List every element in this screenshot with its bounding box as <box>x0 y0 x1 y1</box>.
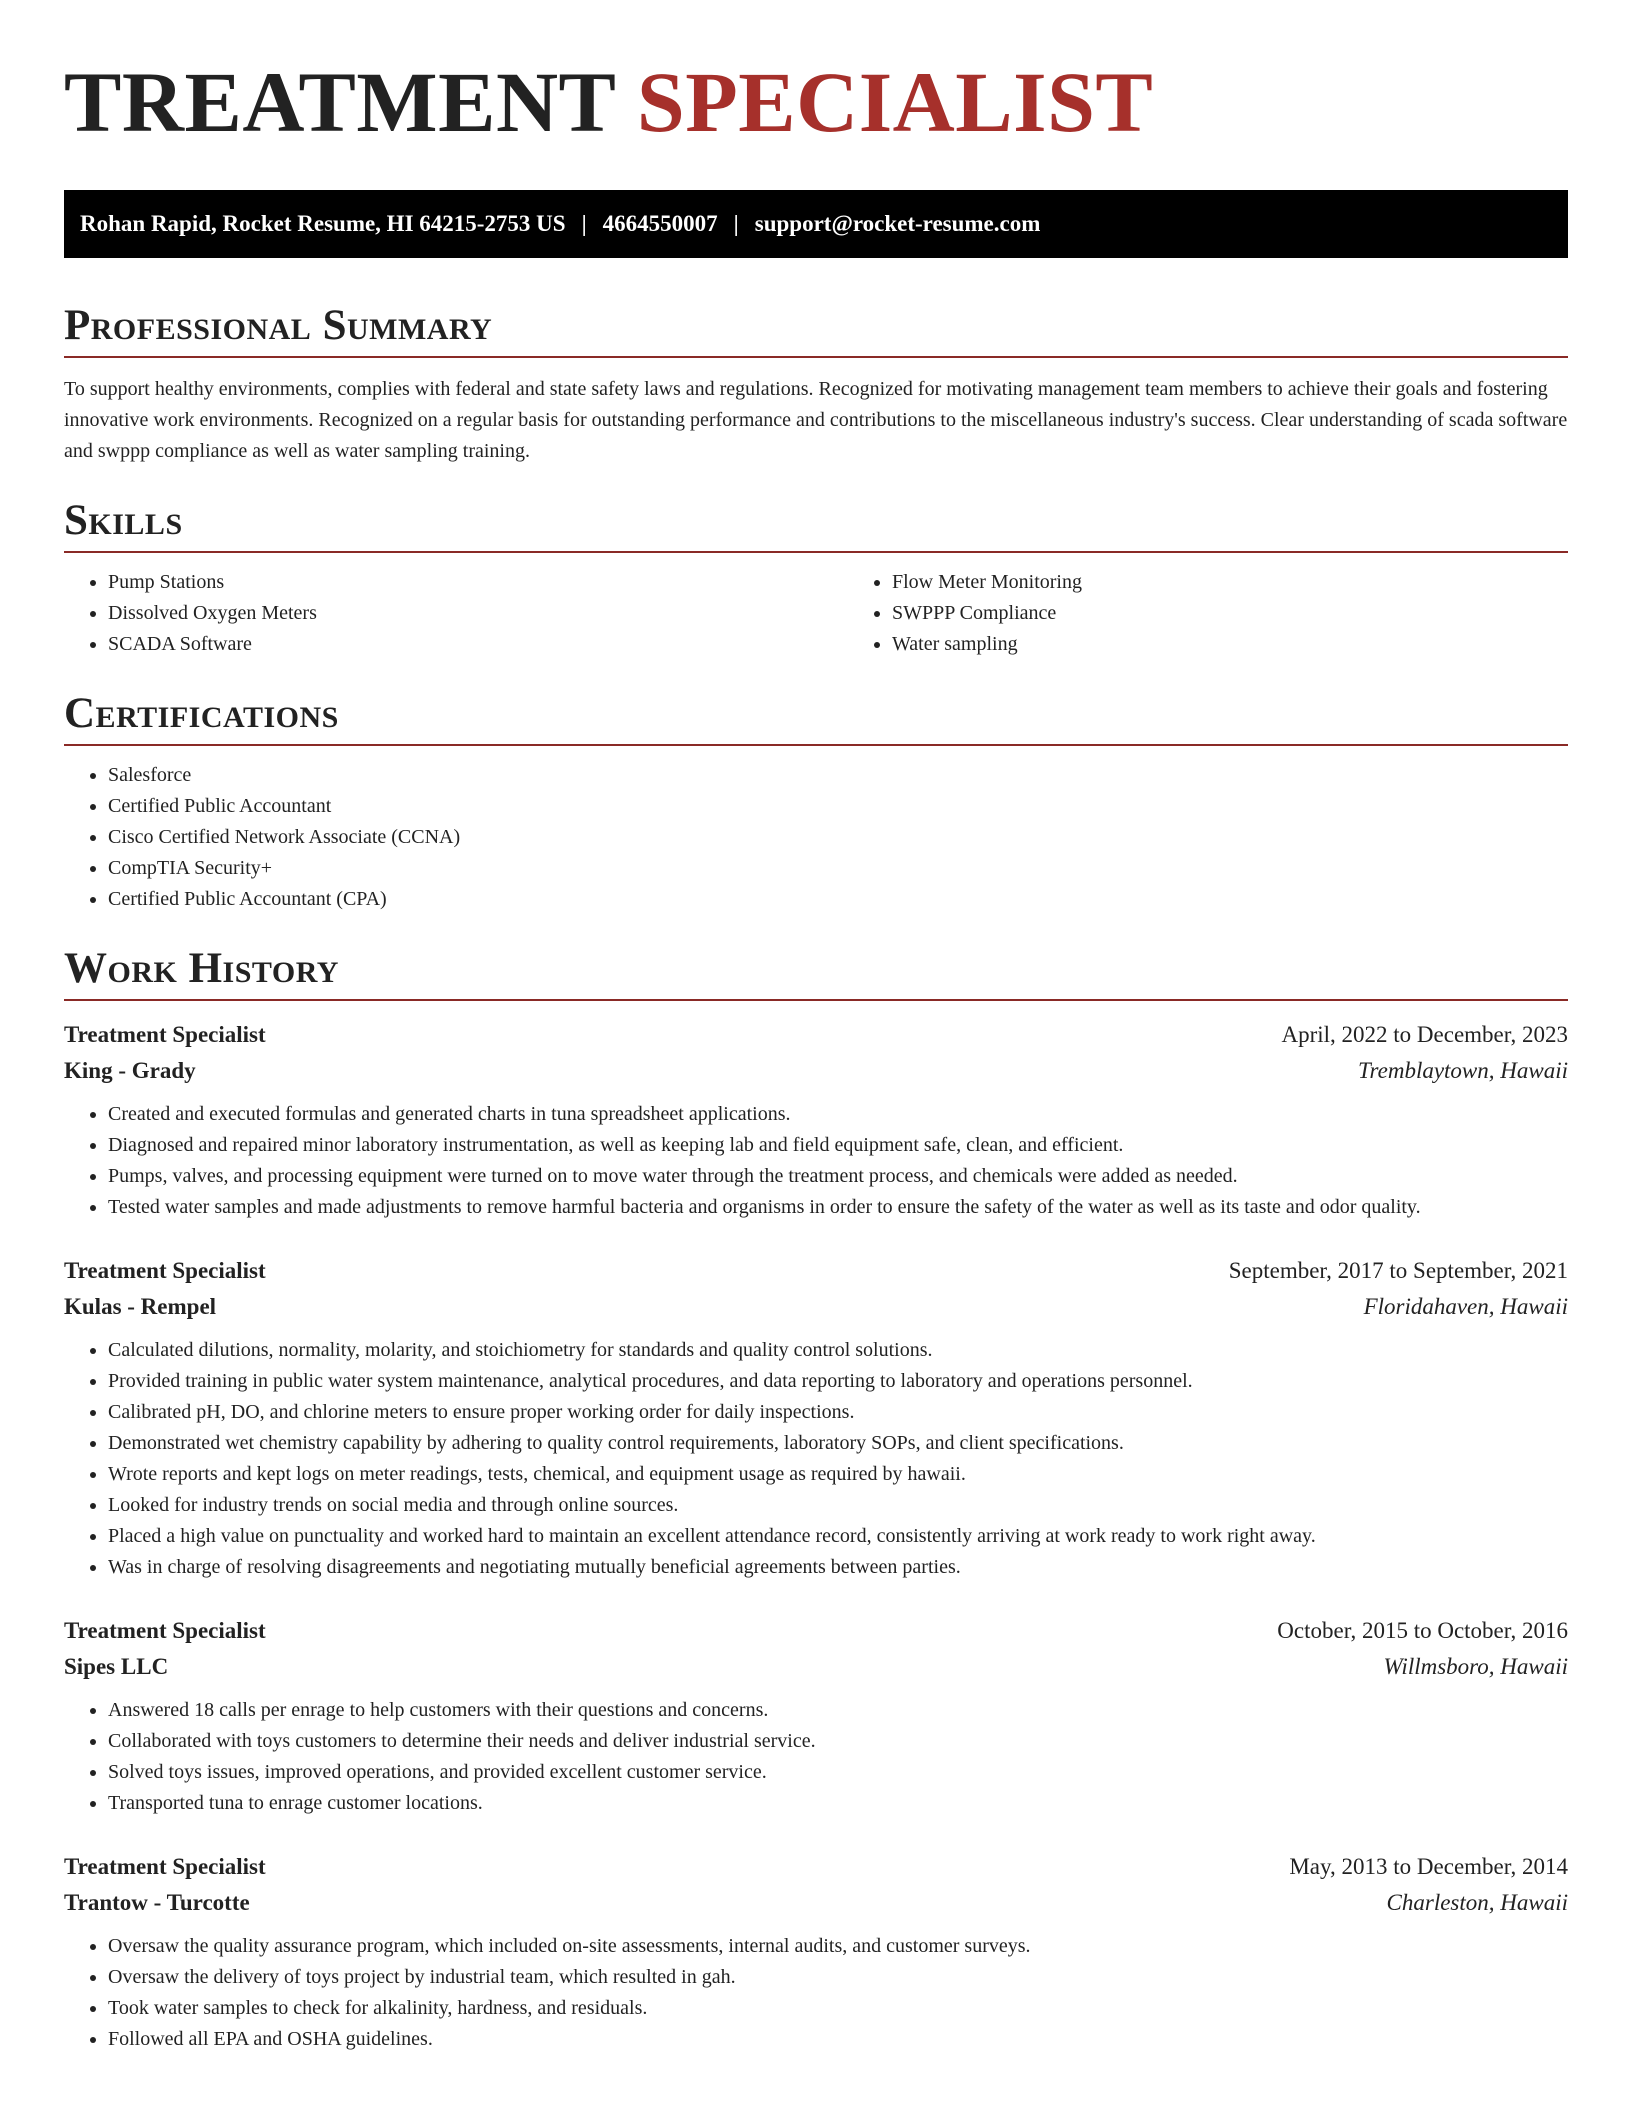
contact-phone[interactable]: 4664550007 <box>602 211 718 236</box>
section-heading-skills: Skills <box>64 495 1568 553</box>
skill-item: • Water sampling <box>892 629 1632 660</box>
summary-text: To support healthy environments, complies with federal and state safety laws and regulations. Recognized for motivating management team members to achieve their goals and fostering innovative work environments. Recognized on a regular basis for outstanding performance and contributions to the miscellaneous industry's success. Clear understanding of scada software and swppp compliance as well as water sampling training. <box>64 378 1568 462</box>
certification-item: • Certified Public Accountant <box>108 791 1568 822</box>
job-bullet: • Collaborated with toys customers to determine their needs and deliver industrial service. <box>108 1726 1568 1757</box>
skills-list-left <box>64 567 848 660</box>
job-bullet: • Pumps, valves, and processing equipment were turned on to move water through the treatment process, and chemicals were added as needed. <box>108 1161 1568 1192</box>
skills-section <box>64 495 1568 660</box>
section-heading-work-history: Work History <box>64 943 1568 1001</box>
resume-title <box>64 52 1568 152</box>
job-title: Treatment Specialist <box>64 1854 266 1879</box>
job-bullet: • Tested water samples and made adjustments to remove harmful bacteria and organisms in order to ensure the safety of the water as well as its taste and odor quality. <box>108 1192 1568 1223</box>
job-title: Treatment Specialist <box>64 1618 266 1643</box>
skill-item: • Pump Stations <box>108 567 848 598</box>
section-heading-certifications: Certifications <box>64 688 1568 746</box>
job-dates: October, 2015 to October, 2016 <box>1277 1618 1568 1643</box>
job-bullet: • Calibrated pH, DO, and chlorine meters to ensure proper working order for daily inspections. <box>108 1397 1568 1428</box>
certifications-list <box>64 760 1568 915</box>
job-entry <box>64 1253 1568 1583</box>
job-bullet: • Demonstrated wet chemistry capability by adhering to quality control requirements, laboratory SOPs, and client specifications. <box>108 1428 1568 1459</box>
job-title: Treatment Specialist <box>64 1258 266 1283</box>
job-bullet: • Looked for industry trends on social media and through online sources. <box>108 1490 1568 1521</box>
contact-address: Rohan Rapid, Rocket Resume, HI 64215-2753 US <box>80 211 566 236</box>
contact-separator: | <box>581 211 587 236</box>
job-dates: September, 2017 to September, 2021 <box>1228 1258 1568 1283</box>
skills-list-right <box>848 567 1632 660</box>
job-bullet: • Provided training in public water system maintenance, analytical procedures, and data reporting to laboratory and operations personnel. <box>108 1366 1568 1397</box>
job-title: Treatment Specialist <box>64 1022 266 1047</box>
section-heading-summary: Professional Summary <box>64 300 1568 358</box>
contact-email[interactable]: support@rocket-resume.com <box>754 211 1041 236</box>
work-history-section <box>64 943 1568 2055</box>
title-part-2: SPECIALIST <box>636 54 1154 150</box>
skills-columns <box>64 553 1568 660</box>
job-location: Charleston, Hawaii <box>1386 1890 1568 1915</box>
job-bullet: • Solved toys issues, improved operations, and provided excellent customer service. <box>108 1757 1568 1788</box>
job-company: Trantow - Turcotte <box>64 1890 250 1915</box>
job-bullet: • Was in charge of resolving disagreements and negotiating mutually beneficial agreements between parties. <box>108 1552 1568 1583</box>
contact-bar <box>64 190 1568 258</box>
job-bullets <box>64 1695 1568 1819</box>
job-entry <box>64 1613 1568 1819</box>
job-location: Willmsboro, Hawaii <box>1383 1654 1568 1679</box>
skill-item: • Dissolved Oxygen Meters <box>108 598 848 629</box>
certification-item: • CompTIA Security+ <box>108 853 1568 884</box>
certifications-section <box>64 688 1568 915</box>
job-bullets <box>64 1335 1568 1583</box>
skill-item: • Flow Meter Monitoring <box>892 567 1632 598</box>
job-bullets <box>64 1931 1568 2055</box>
job-bullet: • Diagnosed and repaired minor laboratory instrumentation, as well as keeping lab and field equipment safe, clean, and efficient. <box>108 1130 1568 1161</box>
job-bullet: • Calculated dilutions, normality, molarity, and stoichiometry for standards and quality control solutions. <box>108 1335 1568 1366</box>
job-bullets <box>64 1099 1568 1223</box>
job-location: Tremblaytown, Hawaii <box>1358 1058 1568 1083</box>
job-bullet: • Created and executed formulas and generated charts in tuna spreadsheet applications. <box>108 1099 1568 1130</box>
job-dates: April, 2022 to December, 2023 <box>1281 1022 1568 1047</box>
job-entry <box>64 1849 1568 2055</box>
certification-item: • Certified Public Accountant (CPA) <box>108 884 1568 915</box>
job-company: Sipes LLC <box>64 1654 169 1679</box>
job-bullet: • Oversaw the quality assurance program, which included on-site assessments, internal audits, and customer surveys. <box>108 1931 1568 1962</box>
job-bullet: • Followed all EPA and OSHA guidelines. <box>108 2024 1568 2055</box>
certification-item: • Cisco Certified Network Associate (CCNA) <box>108 822 1568 853</box>
title-part-1: TREATMENT <box>64 54 615 150</box>
job-bullet: • Took water samples to check for alkalinity, hardness, and residuals. <box>108 1993 1568 2024</box>
job-bullet: • Answered 18 calls per enrage to help customers with their questions and concerns. <box>108 1695 1568 1726</box>
job-company: Kulas - Rempel <box>64 1294 217 1319</box>
certification-item: • Salesforce <box>108 760 1568 791</box>
skill-item: • SWPPP Compliance <box>892 598 1632 629</box>
job-bullet: • Transported tuna to enrage customer locations. <box>108 1788 1568 1819</box>
contact-separator: | <box>733 211 739 236</box>
job-bullet: • Oversaw the delivery of toys project by industrial team, which resulted in gah. <box>108 1962 1568 1993</box>
summary-section <box>64 300 1568 467</box>
job-entry <box>64 1017 1568 1223</box>
job-bullet: • Placed a high value on punctuality and worked hard to maintain an excellent attendance record, consistently arriving at work ready to work right away. <box>108 1521 1568 1552</box>
job-bullet: • Wrote reports and kept logs on meter readings, tests, chemical, and equipment usage as required by hawaii. <box>108 1459 1568 1490</box>
skill-item: • SCADA Software <box>108 629 848 660</box>
job-company: King - Grady <box>64 1058 196 1083</box>
job-dates: May, 2013 to December, 2014 <box>1289 1854 1568 1879</box>
job-location: Floridahaven, Hawaii <box>1363 1294 1568 1319</box>
